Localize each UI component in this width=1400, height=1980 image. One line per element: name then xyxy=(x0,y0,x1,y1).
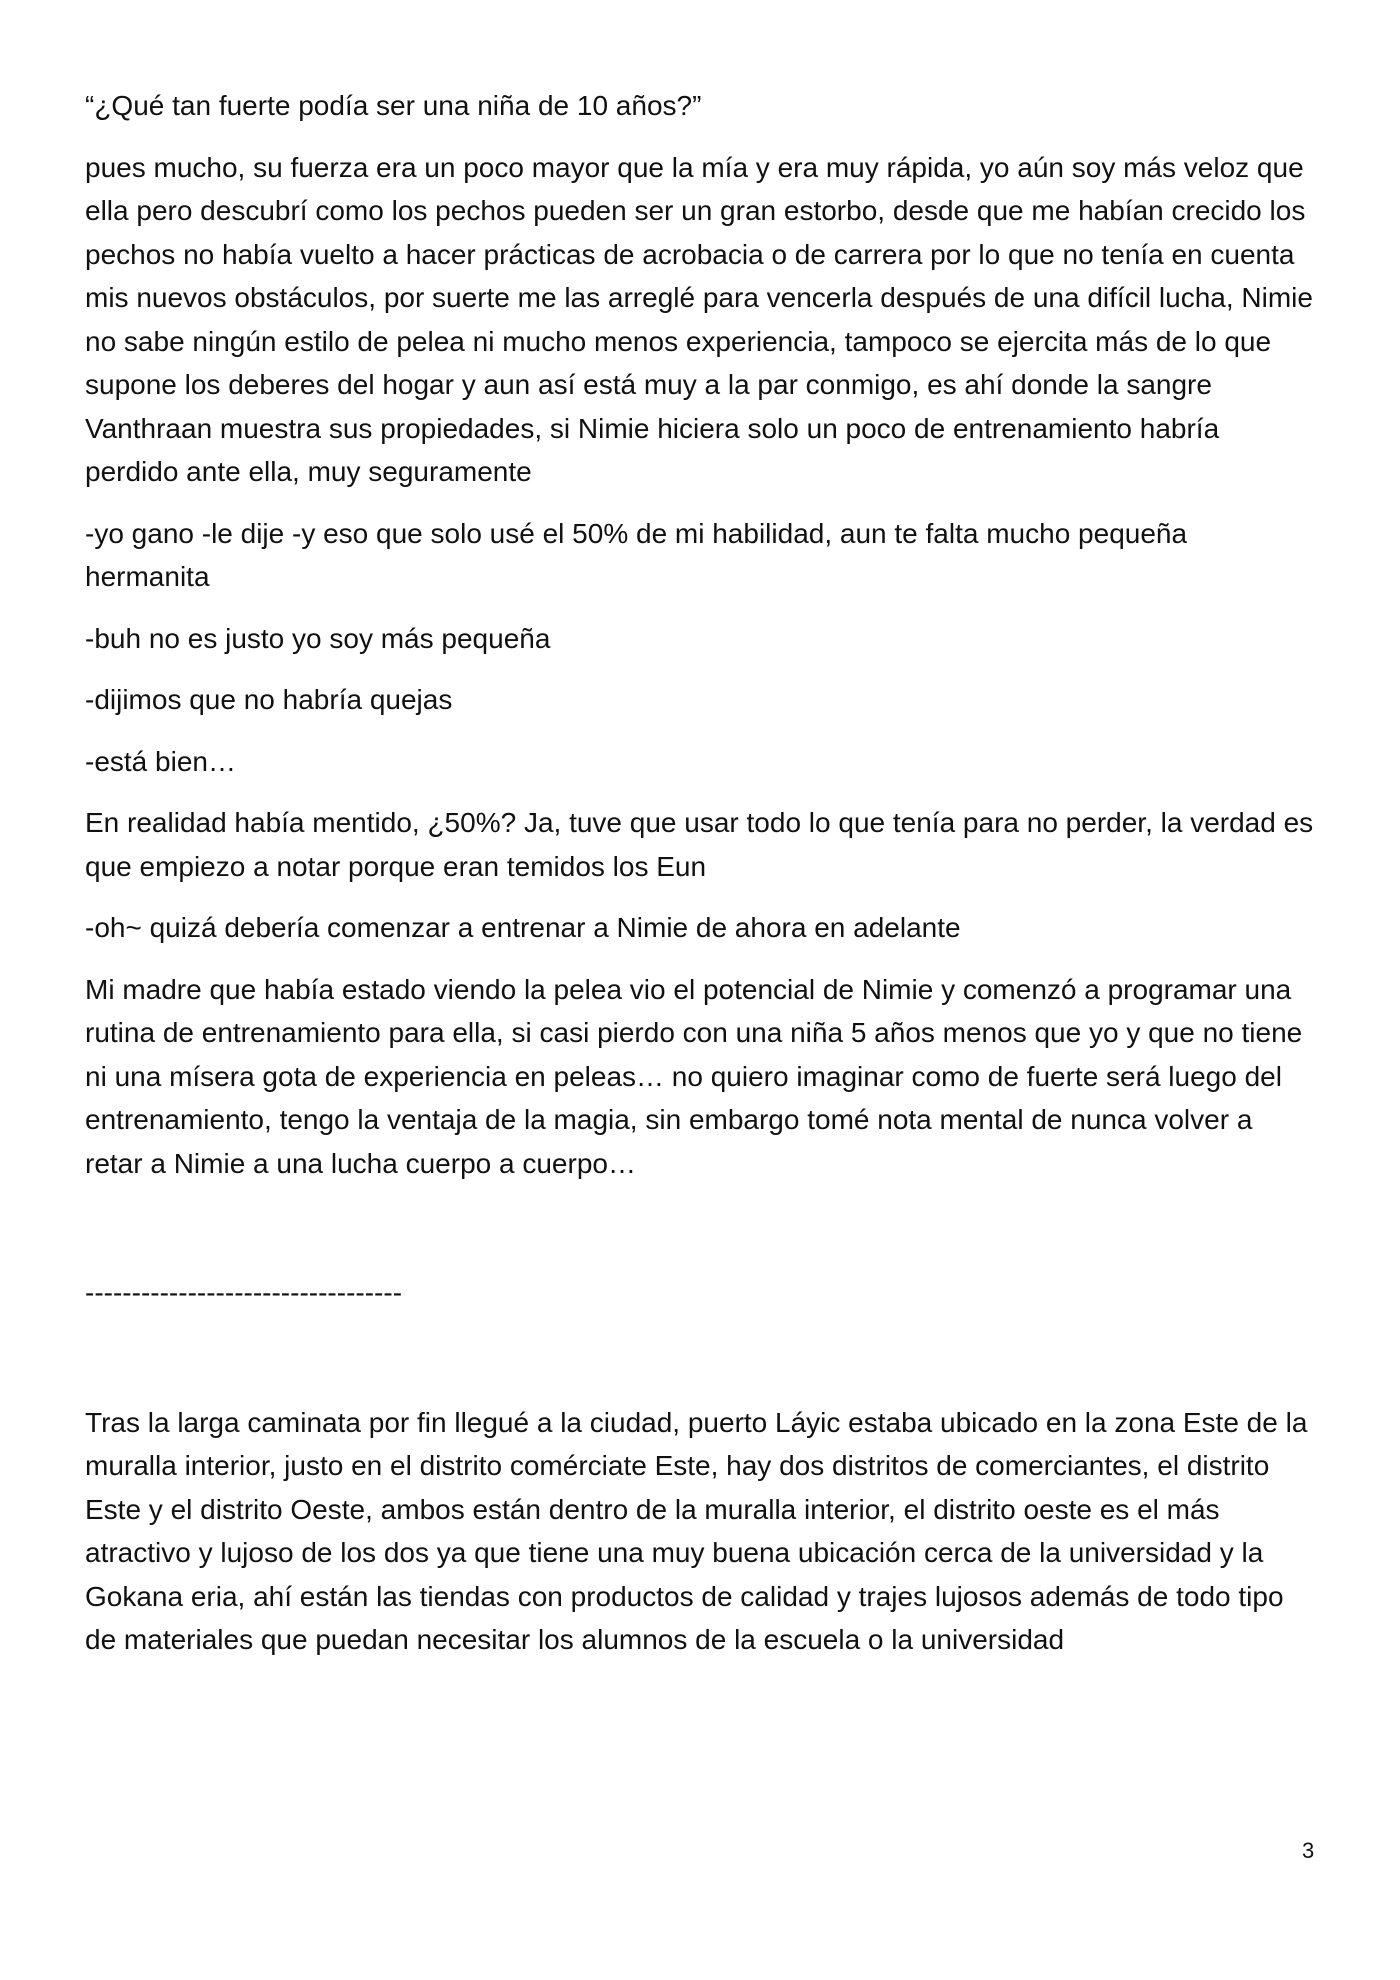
paragraph-fight-description: pues mucho, su fuerza era un poco mayor que la mía y era muy rápida, yo aún soy más veloz que ella pero descubrí como los pechos pueden ser un gran estorbo, desde que me habían crecido los pechos no había vuelto a hacer prácticas de acrobacia o de carrera por lo que no tenía en cuenta mis nuevos obstáculos, por suerte me las arreglé para vencerla después de una difícil lucha, Nimie no sabe ningún estilo de pelea ni mucho menos experiencia, tampoco se ejercita más de lo que supone los deberes del hogar y aun así está muy a la par conmigo, es ahí donde la sangre Vanthraan muestra sus propiedades, si Nimie hiciera solo un poco de entrenamiento habría perdido ante ella, muy seguramente xyxy=(85,151,1313,487)
document-body xyxy=(85,84,1317,1680)
blank-space xyxy=(85,1333,1317,1401)
paragraph-dialogue-complaint: -buh no es justo yo soy más pequeña xyxy=(85,622,551,654)
paragraph-dialogue-ok: -está bien… xyxy=(85,745,236,777)
section-separator: ---------------------------------- xyxy=(85,1277,403,1308)
paragraph-dialogue-win: -yo gano -le dije -y eso que solo usé el 50% de mi habilidad, aun te falta mucho pequeña hermanita xyxy=(85,517,1188,592)
paragraph-quote-question: “¿Qué tan fuerte podía ser una niña de 10 años?” xyxy=(85,90,702,121)
blank-space xyxy=(85,1203,1317,1271)
paragraph-dialogue-no-complaints: -dijimos que no habría quejas xyxy=(85,684,453,715)
paragraph-confession: En realidad había mentido, ¿50%? Ja, tuve que usar todo lo que tenía para no perder, la verdad es que empiezo a notar porque eran temidos los Eun xyxy=(85,807,1314,882)
page-number: 3 xyxy=(1302,1838,1315,1863)
paragraph-mother-training: Mi madre que había estado viendo la pelea vio el potencial de Nimie y comenzó a programar una rutina de entrenamiento para ella, si casi pierdo con una niña 5 años menos que yo y que no tiene ni una mísera gota de experiencia en peleas… no quiero imaginar como de fuerte será luego del entrenamiento, tengo la ventaja de la magia, sin embargo tomé nota mental de nunca volver a retar a Nimie a una lucha cuerpo a cuerpo… xyxy=(85,973,1303,1179)
paragraph-city-arrival: Tras la larga caminata por fin llegué a la ciudad, puerto Láyic estaba ubicado en la zona Este de la muralla interior, justo en el distrito comérciate Este, hay dos distritos de comerciantes, el distrito Este y el distrito Oeste, ambos están dentro de la muralla interior, el distrito oeste es el más atractivo y lujoso de los dos ya que tiene una muy buena ubicación cerca de la universidad y la Gokana eria, ahí están las tiendas con productos de calidad y trajes lujosos además de todo tipo de materiales que puedan necesitar los alumnos de la escuela o la universidad xyxy=(85,1406,1308,1655)
paragraph-dialogue-mother: -oh~ quizá debería comenzar a entrenar a Nimie de ahora en adelante xyxy=(85,912,961,943)
